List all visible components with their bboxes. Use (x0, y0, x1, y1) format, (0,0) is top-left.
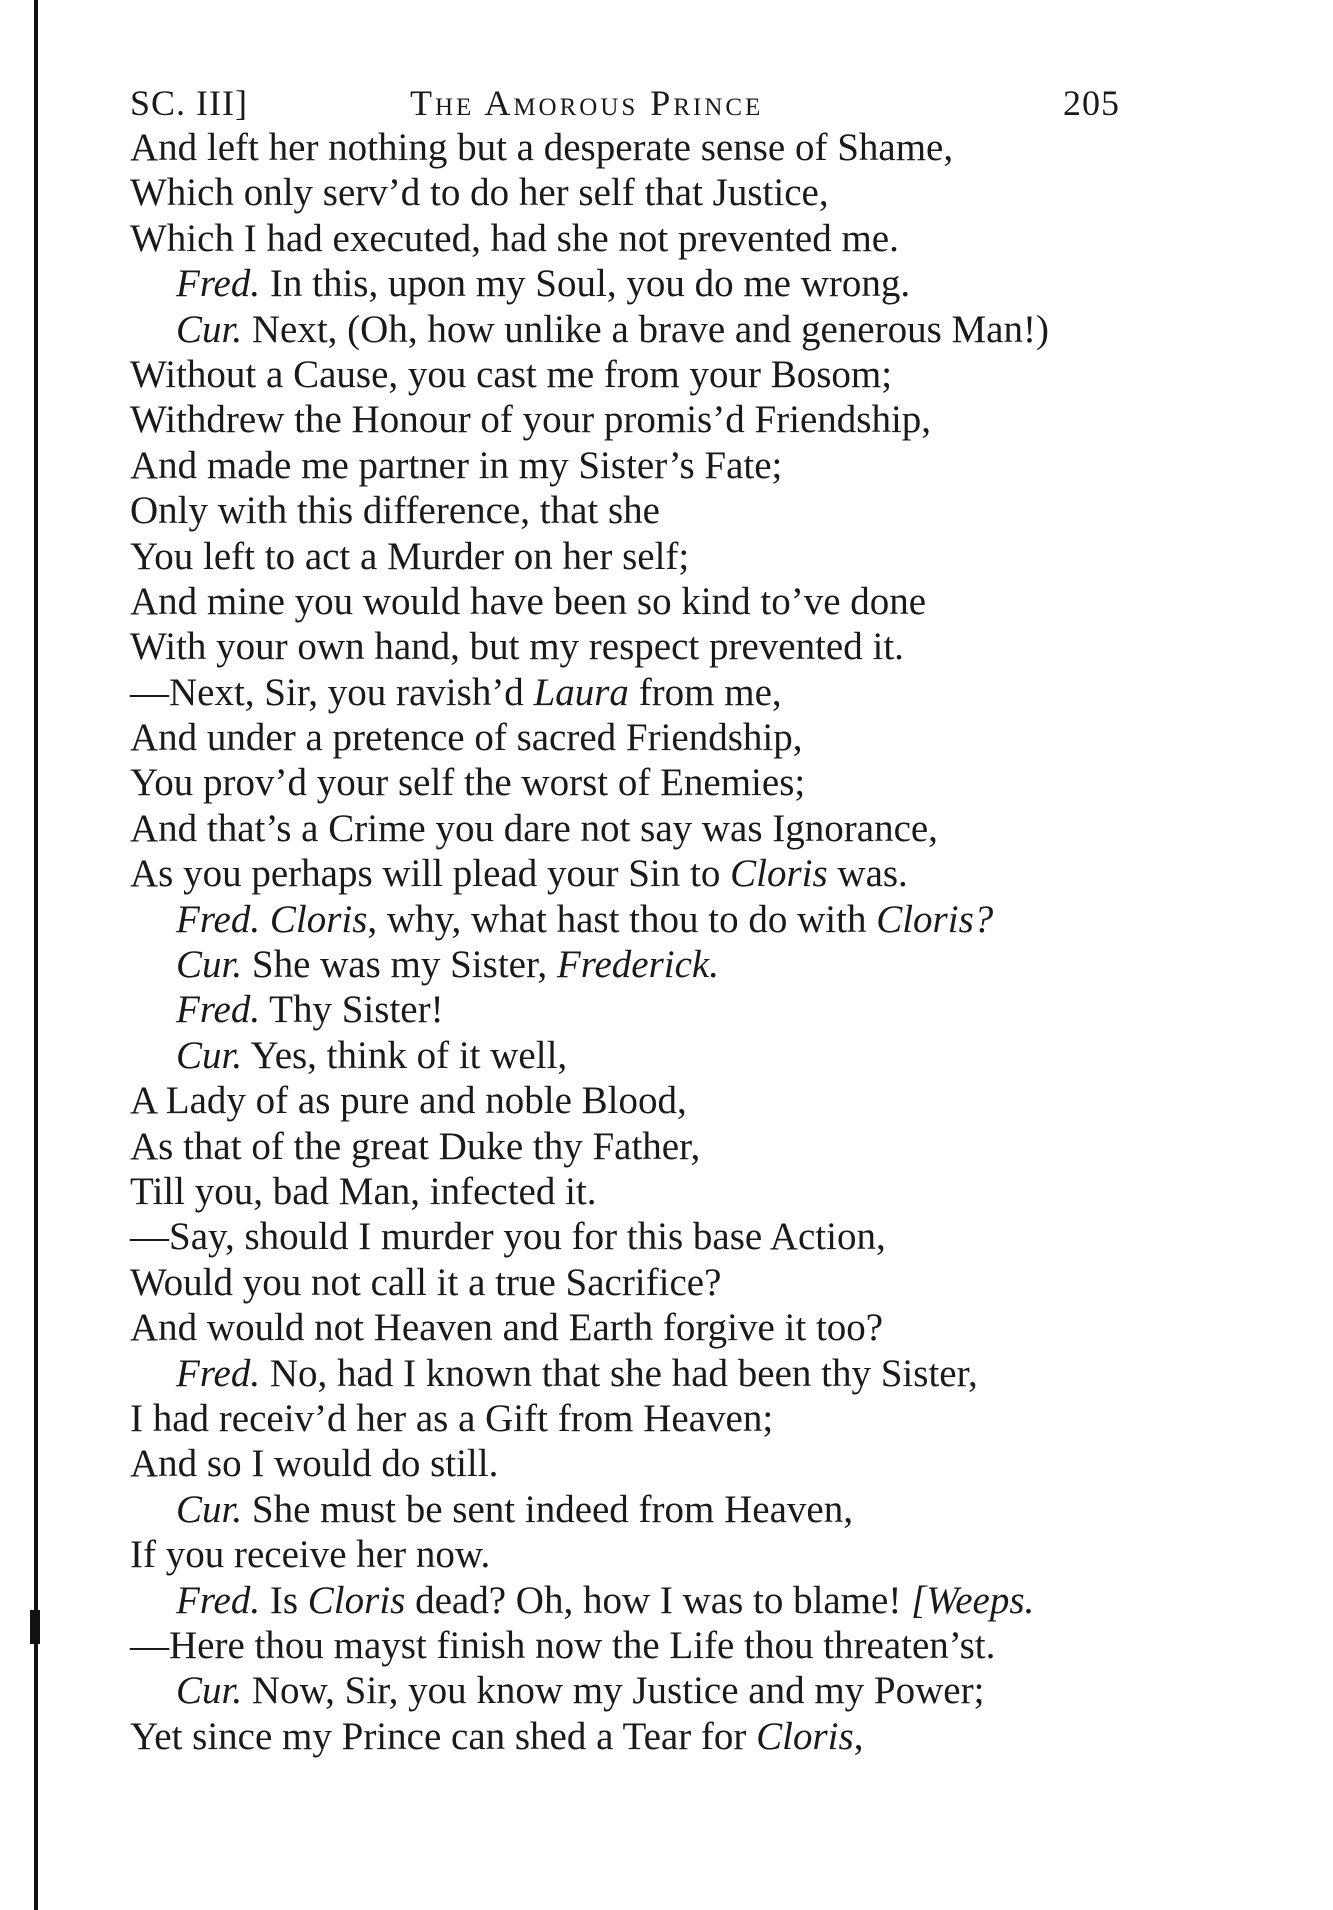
play-text (130, 125, 1150, 1759)
verse-line (130, 1124, 1150, 1169)
line-text: Would you not call it a true Sacrifice? (130, 1260, 722, 1304)
speaker-name: Fred. (176, 262, 261, 306)
line-text: —Say, should I murder you for this base Action, (130, 1215, 886, 1259)
line-text: Is (269, 1578, 308, 1622)
verse-line (130, 760, 1150, 805)
line-text: In this, upon my Soul, you do me wrong. (269, 262, 911, 306)
speaker-name: Fred. (176, 1351, 261, 1395)
speech-line (130, 987, 1150, 1032)
speech-line (130, 1487, 1150, 1532)
speaker-name: Cur. (176, 1033, 243, 1077)
verse-line (130, 851, 1150, 896)
line-text: And would not Heaven and Earth forgive it too? (130, 1306, 884, 1350)
line-text: Next, (Oh, how unlike a brave and generous Man!) (251, 307, 1049, 351)
verse-line (130, 1532, 1150, 1577)
verse-line (130, 624, 1150, 669)
verse-line (130, 806, 1150, 851)
line-text: Thy Sister! (269, 988, 444, 1032)
verse-line (130, 170, 1150, 215)
speaker-name: Fred. (176, 1578, 261, 1622)
line-text: , (853, 1714, 864, 1758)
running-header (130, 78, 1120, 128)
line-text: And mine you would have been so kind to’ve done (130, 579, 927, 623)
speaker-name: Fred. (176, 897, 261, 941)
verse-line (130, 1441, 1150, 1486)
verse-line (130, 1260, 1150, 1305)
speech-line (130, 1033, 1150, 1078)
page-number: 205 (1063, 83, 1120, 123)
line-text: You left to act a Murder on her self; (130, 534, 690, 578)
line-text: A Lady of as pure and noble Blood, (130, 1079, 687, 1123)
speech-line (130, 942, 1150, 987)
verse-line (130, 1169, 1150, 1214)
verse-line (130, 1078, 1150, 1123)
speech-line (130, 897, 1150, 942)
verse-line (130, 579, 1150, 624)
speech-line (130, 1578, 1150, 1623)
verse-line (130, 534, 1150, 579)
line-text: And made me partner in my Sister’s Fate; (130, 443, 783, 487)
verse-line (130, 443, 1150, 488)
character-name: Cloris (269, 897, 368, 941)
verse-line (130, 670, 1150, 715)
line-text: —Next, Sir, you ravish’d (130, 670, 534, 714)
verse-line (130, 216, 1150, 261)
line-text: And so I would do still. (130, 1442, 499, 1486)
line-text: I had receiv’d her as a Gift from Heaven; (130, 1396, 774, 1440)
line-text: Till you, bad Man, infected it. (130, 1169, 597, 1213)
line-text: With your own hand, but my respect prevented it. (130, 625, 904, 669)
line-text: —Here thou mayst finish now the Life thou threaten’st. (130, 1623, 996, 1667)
scene-label: SC. III] (130, 83, 248, 123)
character-name: Laura (533, 670, 629, 714)
line-text: And left her nothing but a desperate sense of Shame, (130, 126, 954, 169)
line-text: As that of the great Duke thy Father, (130, 1124, 701, 1168)
verse-line (130, 1714, 1150, 1759)
speech-line (130, 261, 1150, 306)
line-text: dead? Oh, how I was to blame! (405, 1578, 902, 1622)
line-text: You prov’d your self the worst of Enemies; (130, 761, 806, 805)
play-title: The Amorous Prince (410, 83, 764, 123)
character-name: Cloris? (876, 897, 994, 941)
verse-line (130, 352, 1150, 397)
line-text: She was my Sister, (251, 943, 557, 987)
speech-line (130, 1668, 1150, 1713)
verse-line (130, 397, 1150, 442)
line-text: Yet since my Prince can shed a Tear for (130, 1714, 757, 1758)
line-text: Only with this difference, that she (130, 489, 660, 533)
verse-line (130, 1623, 1150, 1668)
spine-mark (30, 1610, 40, 1644)
speaker-name: Cur. (176, 943, 243, 987)
speech-line (130, 1351, 1150, 1396)
line-text: Which I had executed, had she not prevented me. (130, 216, 899, 260)
verse-line (130, 1214, 1150, 1259)
line-text: , why, what hast thou to do with (367, 897, 877, 941)
line-text: If you receive her now. (130, 1533, 491, 1577)
character-name: Frederick. (556, 943, 719, 987)
line-text: from me, (628, 670, 782, 714)
line-text: She must be sent indeed from Heaven, (251, 1487, 853, 1531)
speaker-name: Cur. (176, 1669, 243, 1713)
stage-direction: [Weeps. (911, 1578, 1035, 1622)
verse-line (130, 1396, 1150, 1441)
line-text: Yes, think of it well, (250, 1033, 568, 1077)
verse-line (130, 1305, 1150, 1350)
line-text: And under a pretence of sacred Friendship, (130, 716, 803, 760)
speech-line (130, 307, 1150, 352)
line-text: Withdrew the Honour of your promis’d Friendship, (130, 398, 932, 442)
verse-line (130, 488, 1150, 533)
line-text: Which only serv’d to do her self that Justice, (130, 171, 829, 215)
character-name: Cloris (307, 1578, 406, 1622)
speaker-name: Cur. (176, 1487, 243, 1531)
line-text: Now, Sir, you know my Justice and my Power; (251, 1669, 985, 1713)
verse-line (130, 715, 1150, 760)
character-name: Cloris (730, 852, 828, 896)
line-text: As you perhaps will plead your Sin to (130, 852, 731, 896)
line-text: was. (827, 852, 908, 896)
line-text: No, had I known that she had been thy Sister, (269, 1351, 978, 1395)
line-text: And that’s a Crime you dare not say was Ignorance, (130, 806, 938, 850)
speaker-name: Cur. (176, 307, 243, 351)
line-text: Without a Cause, you cast me from your Bosom; (130, 352, 893, 396)
verse-line (130, 125, 1150, 170)
character-name: Cloris (756, 1714, 854, 1758)
speaker-name: Fred. (176, 988, 261, 1032)
